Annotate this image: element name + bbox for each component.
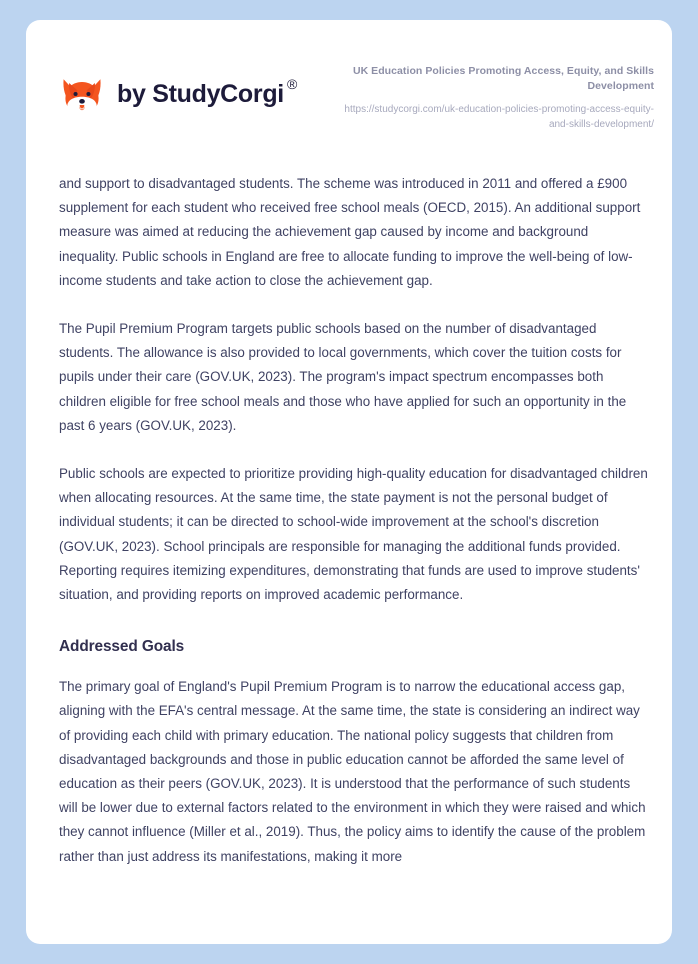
document-body (59, 172, 649, 893)
brand-name-text: by StudyCorgi (117, 79, 284, 108)
body-paragraph: The primary goal of England's Pupil Premium Program is to narrow the educational access gap, aligning with the EFA's central message. At the same time, the state is considering an indirect way of providing each child with primary education. The national policy suggests that children from disadvantaged backgrounds and those in public education cannot be afforded the same level of education as their peers (GOV.UK, 2023). It is understood that the performance of such students will be lower due to external factors related to the environment in which they were raised and which they cannot influence (Miller et al., 2019). Thus, the policy aims to identify the cause of the problem rather than just address its manifestations, making it more (59, 679, 646, 864)
header-meta (334, 64, 654, 132)
body-paragraph: Public schools are expected to prioritize providing high-quality education for disadvantaged children when allocating resources. At the same time, the state payment is not the personal budget of individual students; it can be directed to school-wide improvement at the school's discretion (GOV.UK, 2023). School principals are responsible for managing the additional funds provided. Reporting requires itemizing expenditures, demonstrating that funds are used to improve students' situation, and providing reports on improved academic performance. (59, 466, 648, 603)
body-paragraph: The Pupil Premium Program targets public schools based on the number of disadvantaged students. The allowance is also provided to local governments, which cover the tuition costs for pupils under their care (GOV.UK, 2023). The program's impact spectrum encompasses both children eligible for free school meals and those who have applied for such an opportunity in the past 6 years (GOV.UK, 2023). (59, 321, 627, 433)
studycorgi-brand[interactable] (59, 71, 297, 117)
document-source-url[interactable]: https://studycorgi.com/uk-education-policies-promoting-access-equity-and-skills-development/ (344, 104, 654, 130)
corgi-logo-icon (59, 71, 105, 117)
document-title: UK Education Policies Promoting Access, Equity, and Skills Development (352, 65, 654, 93)
document-header (26, 20, 672, 155)
registered-trademark-icon: ® (286, 75, 297, 92)
section-heading-addressed-goals: Addressed Goals (59, 638, 185, 656)
brand-wordmark (117, 75, 297, 108)
document-page-card (26, 20, 672, 944)
body-paragraph: and support to disadvantaged students. The scheme was introduced in 2011 and offered a £900 supplement for each student who received free school meals (OECD, 2015). An additional support measure was aimed at reducing the achievement gap caused by income and background inequality. Public schools in England are free to allocate funding to improve the well-being of low-income students and take action to close the achievement gap. (59, 176, 641, 288)
